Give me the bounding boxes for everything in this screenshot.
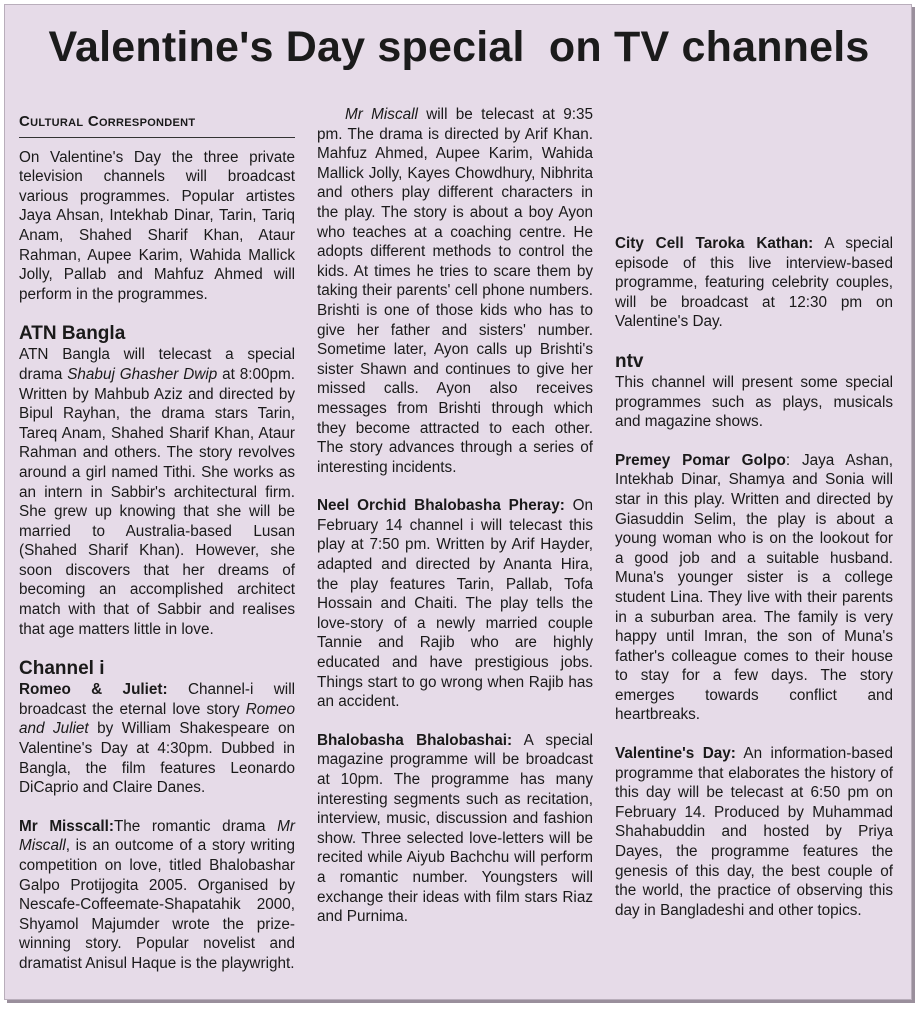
intro-paragraph: On Valentine's Day the three private television channels will broadcast various programmes. Popular artistes Jaya Ahsan, Intekhab Dinar, Tarin, Tariq Anam, Shahed Sharif Khan, Ataur Rahman, Aupee Karim, Wahida Mallick Jolly, Pallab and Mahfuz Ahmed will perform in the programmes. bbox=[19, 148, 295, 303]
drama-title: Mr Miscall bbox=[19, 817, 296, 855]
drama-title: Shabuj Ghasher Dwip bbox=[67, 365, 218, 383]
city-cell-label: City Cell Taroka Kathan: bbox=[615, 235, 814, 252]
mr-misscall-label: Mr Misscall: bbox=[19, 817, 114, 835]
premey-pomar-golpo-paragraph: Premey Pomar Golpo: Jaya Ashan, Intekhab Dinar, Shamya and Sonia will star in this play. Written and directed by Giasuddin Selim, the play is about a young woman who is on the lookout for a good job and a suitable husband. Muna's younger sister is a college student Lina. They live with their parents in a suburban area. The family is very happy until Imran, the son of Muna's father's colleague comes to their house to stay for a few days. The story emerges towards conflict and heartbreaks. bbox=[615, 451, 893, 724]
byline: Cultural Correspondent bbox=[19, 112, 295, 138]
bhalobasha-paragraph: Bhalobasha Bhalobashai: A special magazine programme will be broadcast at 10pm. The programme has many interesting segments such as recitation, interview, music, discussion and fashion show. Three selected love-letters will be recited while Aiyub Bachchu will perform a romantic number. Youngsters will exchange their ideas with film stars Riaz and Purnima. bbox=[317, 731, 593, 926]
mr-misscall-paragraph-start: Mr Misscall:The romantic drama Mr Miscall, is an outcome of a story writing competition on love, titled Bhalobashar Galpo Protijogita 2005. Organised by Nescafe-Coffeemate-Shapatahik 2000, Shyamol Majumder wrote the prize-winning story. Popular novelist and dramatist Anisul Haque is the playwright. bbox=[19, 817, 296, 972]
neel-orchid-label: Neel Orchid Bhalobasha Pheray: bbox=[317, 497, 565, 515]
city-cell-paragraph: City Cell Taroka Kathan: A special episode of this live interview-based programme, featuring celebrity couples, will be broadcast at 12:30 pm on Valentine's Day. bbox=[615, 235, 893, 331]
section-heading-channel-i: Channel i bbox=[19, 658, 105, 680]
headline: Valentine's Day special on TV channels bbox=[48, 23, 870, 71]
bhalobasha-label: Bhalobasha Bhalobashai: bbox=[317, 731, 513, 749]
romeo-juliet-paragraph: Romeo & Juliet: Channel-i will broadcast the eternal love story Romeo and Juliet by William Shakespeare on Valentine's Day at 4:30pm. Dubbed in Bangla, the film features Leonardo DiCaprio and Claire Danes. bbox=[19, 681, 295, 797]
ntv-intro-paragraph: This channel will present some special programmes such as plays, musicals and magazine shows. bbox=[615, 373, 893, 431]
newspaper-page bbox=[4, 4, 912, 1000]
neel-orchid-paragraph: Neel Orchid Bhalobasha Pheray: On February 14 channel i will telecast this play at 7:50 pm. Written by Arif Hayder, adapted and directed by Ananta Hira, the play features Tarin, Pallab, Tofa Hossain and Chaiti. The play tells the love-story of a newly married couple Tannie and Rajib who are highly educated and have prestigious jobs. Things start to go wrong when Rajib has an accident. bbox=[317, 497, 593, 711]
valentines-day-paragraph: Valentine's Day: An information-based programme that elaborates the history of this day will be telecast at 6:50 pm on February 14. Produced by Muhammad Shahabuddin and hosted by Priya Dayes, the programme features the genesis of this day, the best couple of the world, the practice of observing this day in Bangladeshi and other topics. bbox=[615, 745, 893, 919]
film-title: Romeo and Juliet bbox=[19, 700, 295, 738]
premey-pomar-golpo-label: Premey Pomar Golpo bbox=[615, 451, 786, 469]
section-heading-atn-bangla: ATN Bangla bbox=[19, 323, 126, 345]
drama-title: Mr Miscall bbox=[345, 106, 418, 123]
column-1 bbox=[19, 107, 295, 974]
column-3 bbox=[615, 234, 893, 939]
valentines-day-label: Valentine's Day: bbox=[615, 745, 736, 763]
atn-paragraph: ATN Bangla will telecast a special drama Shabuj Ghasher Dwip at 8:00pm. Written by Mahbub Aziz and directed by Bipul Rayhan, the drama stars Tarin, Tareq Anam, Shahed Sharif Khan, Ataur Rahman and others. The story revolves around a girl named Tithi. She works as an intern in Sabbir's architectural firm. She grew up knowing that she will be married to Australia-based Lusan (Shahed Sharif Khan). However, she soon discovers that her dreams of becoming an accomplished architect match with that of Sabbir and realises that age matters little in love. bbox=[19, 346, 295, 638]
romeo-juliet-label: Romeo & Juliet: bbox=[19, 681, 168, 699]
column-2 bbox=[317, 105, 593, 927]
mr-misscall-paragraph-2: Mr Miscall will be telecast at 9:35 pm. The drama is directed by Arif Khan. Mahfuz Ahmed, Aupee Karim, Wahida Mallick Jolly, Kayes Chowdhury, Nibhrita and others play different characters in the play. The story is about a boy Ayon who teaches at a coaching centre. He adopts different methods to control the kids. At times he tries to scare them by taking their parents' cell phone numbers. Brishti is one of those kids who has to give her father and sisters' number. Sometime later, Ayon calls up Brishti's sister Shawn and continues to give her missed calls. Ayon also receives messages from Brishti through which they become attracted to each other. The story advances through a series of interesting incidents. bbox=[317, 106, 593, 476]
section-heading-ntv: ntv bbox=[615, 350, 644, 372]
